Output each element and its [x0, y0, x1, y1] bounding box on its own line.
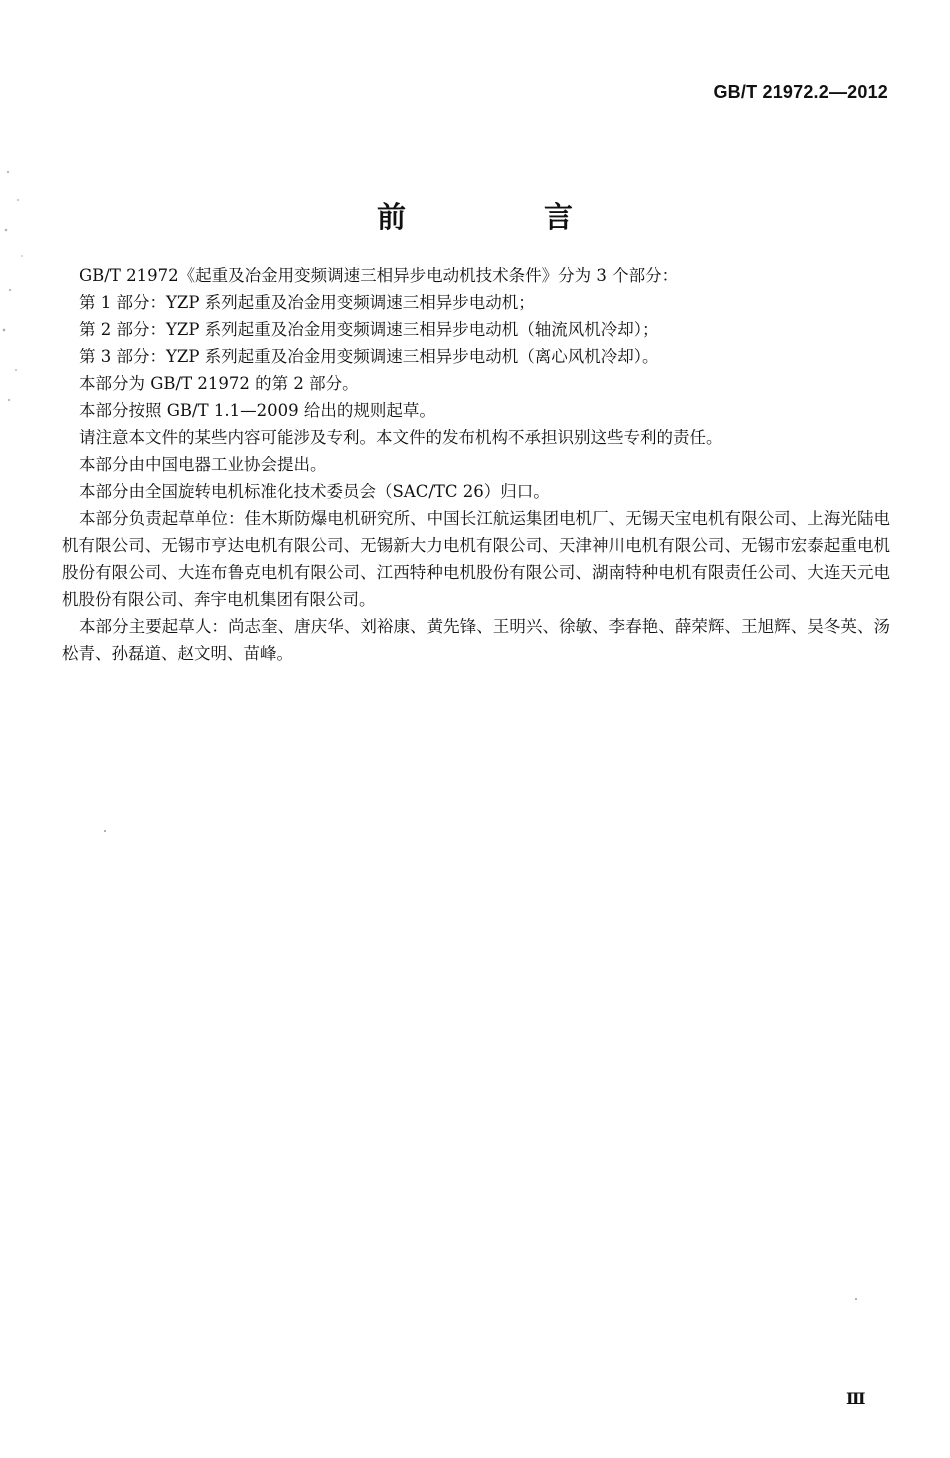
- paragraph: 本部分主要起草人：尚志奎、唐庆华、刘裕康、黄先锋、王明兴、徐敏、李春艳、薛荣辉、王旭辉、吴冬英、汤松青、孙磊道、赵文明、苗峰。: [62, 617, 890, 663]
- paragraph: 请注意本文件的某些内容可能涉及专利。本文件的发布机构不承担识别这些专利的责任。: [79, 428, 723, 447]
- scan-dot: [855, 1298, 857, 1300]
- paragraph: 本部分按照 GB/T 1.1—2009 给出的规则起草。: [79, 401, 436, 420]
- foreword-body: [62, 262, 890, 667]
- page-number: Ⅲ: [846, 1389, 866, 1408]
- scan-dot: [104, 830, 106, 832]
- paragraph: 本部分由中国电器工业协会提出。: [79, 455, 327, 474]
- standard-code: GB/T 21972.2—2012: [713, 82, 888, 102]
- paragraph: 第 2 部分：YZP 系列起重及冶金用变频调速三相异步电动机（轴流风机冷却）；: [79, 320, 659, 339]
- paragraph: 本部分由全国旋转电机标准化技术委员会（SAC/TC 26）归口。: [79, 482, 550, 501]
- paragraph: 本部分为 GB/T 21972 的第 2 部分。: [79, 374, 359, 393]
- paragraph: 第 3 部分：YZP 系列起重及冶金用变频调速三相异步电动机（离心风机冷却）。: [79, 347, 659, 366]
- paragraph: 本部分负责起草单位：佳木斯防爆电机研究所、中国长江航运集团电机厂、无锡天宝电机有限公司、上海光陆电机有限公司、无锡市亨达电机有限公司、无锡新大力电机有限公司、天津神川电机有限公司、无锡市宏泰起重电机股份有限公司、大连布鲁克电机有限公司、江西特种电机股份有限公司、湖南特种电机有限责任公司、大连天元电机股份有限公司、奔宇电机集团有限公司。: [62, 509, 890, 609]
- paragraph: 第 1 部分：YZP 系列起重及冶金用变频调速三相异步电动机；: [79, 293, 535, 312]
- paragraph: GB/T 21972《起重及冶金用变频调速三相异步电动机技术条件》分为 3 个部分：: [79, 266, 679, 285]
- page-title: 前 言: [376, 200, 638, 235]
